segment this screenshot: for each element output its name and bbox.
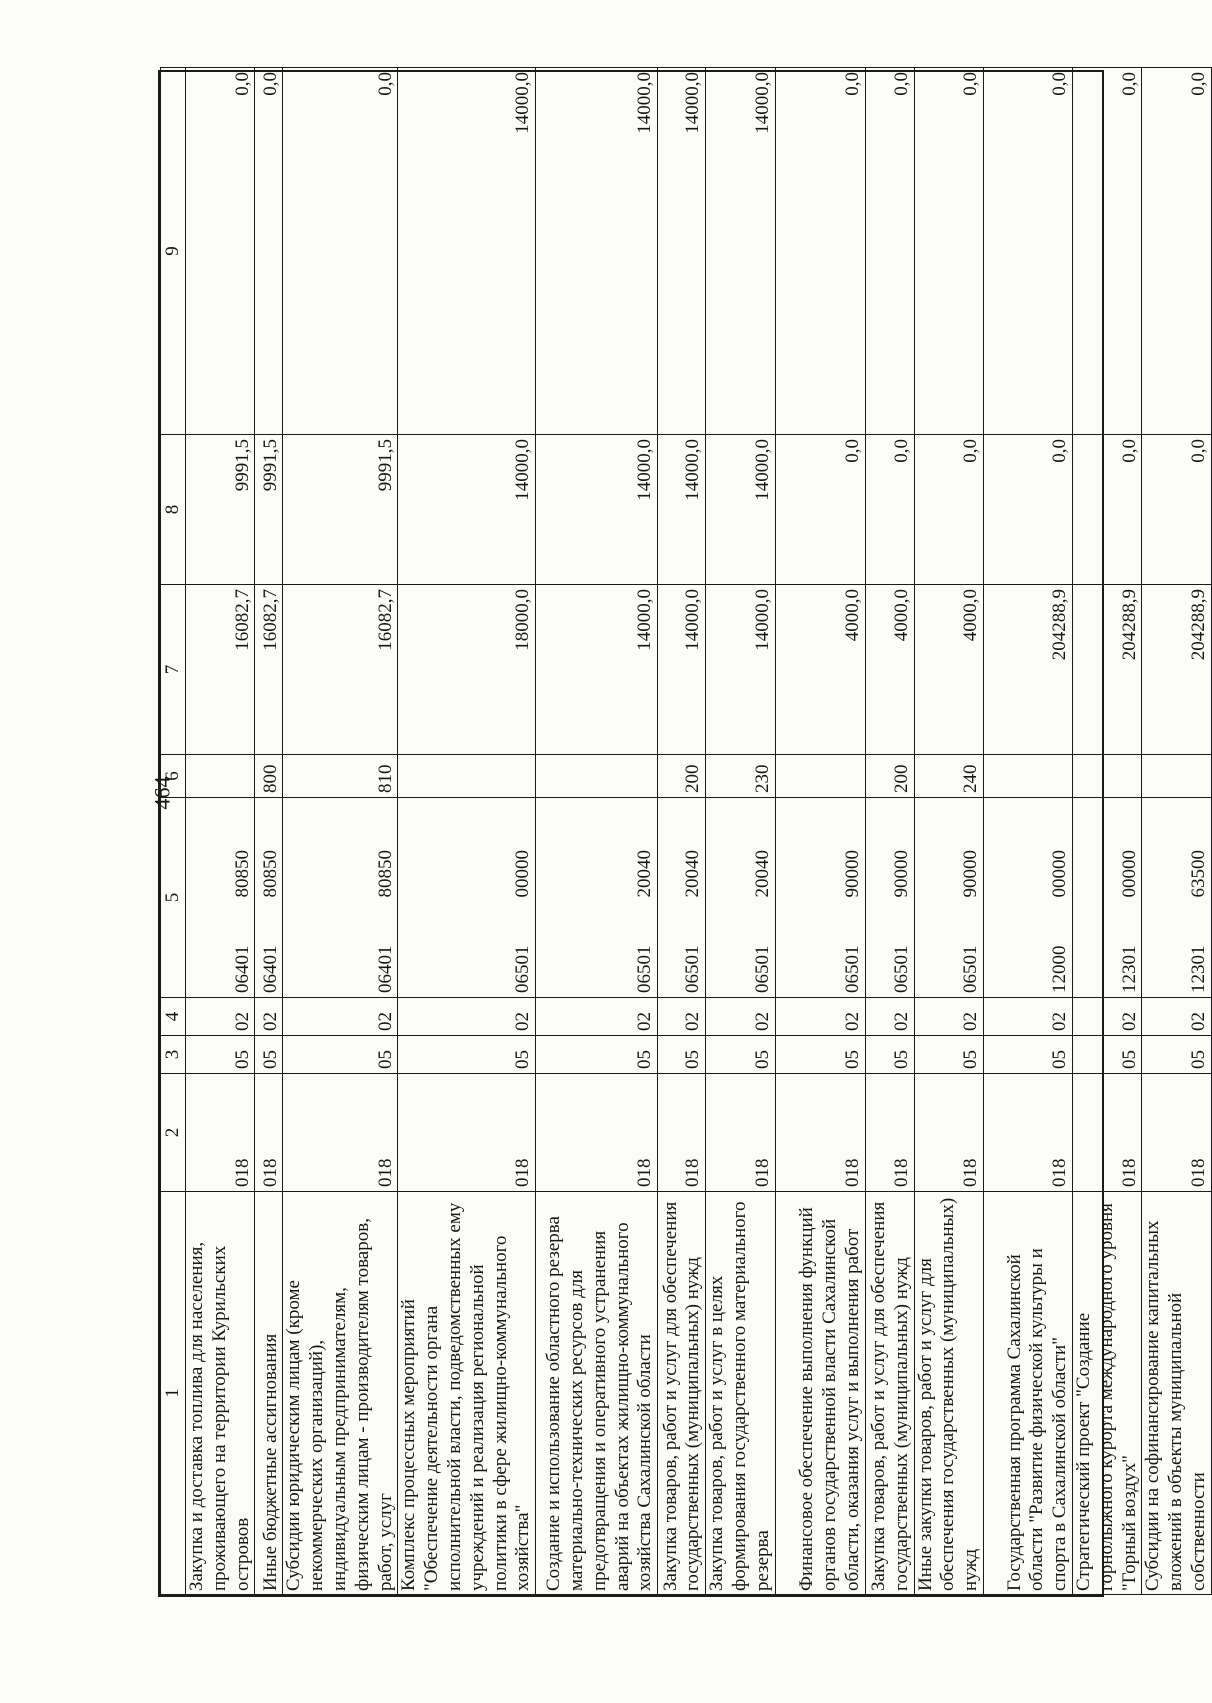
section-cell: 05	[1142, 1036, 1211, 1074]
table-row	[536, 68, 658, 1595]
table-row	[775, 68, 865, 1595]
amount-col9-cell: 0,0	[865, 68, 914, 435]
target-article-cell	[914, 798, 983, 998]
target-article-part1: 06401	[231, 945, 253, 993]
amount-col7-cell: 14000,0	[706, 585, 775, 755]
target-article-part1: 06501	[960, 945, 982, 993]
section-cell: 05	[658, 1036, 706, 1074]
amount-col8-cell: 14000,0	[398, 435, 536, 585]
target-article-part2: 90000	[841, 850, 863, 898]
admin-code-cell: 018	[865, 1074, 914, 1192]
target-article-cell	[706, 798, 775, 998]
amount-col7-cell: 16082,7	[283, 585, 398, 755]
target-article-part1: 06501	[890, 945, 912, 993]
target-article-part2: 80850	[259, 850, 281, 898]
admin-code-cell: 018	[398, 1074, 536, 1192]
table-row	[1072, 68, 1141, 1595]
table-row	[283, 68, 398, 1595]
header-cell: 6	[161, 755, 186, 798]
target-article-part2: 80850	[231, 850, 253, 898]
target-article-part2: 80850	[374, 850, 396, 898]
subsection-cell: 02	[536, 998, 658, 1036]
section-cell: 05	[1072, 1036, 1141, 1074]
target-article-cell	[186, 798, 255, 998]
subsection-cell: 02	[1072, 998, 1141, 1036]
amount-col8-cell: 0,0	[1072, 435, 1141, 585]
target-article-cell	[398, 798, 536, 998]
row-name-cell: Комплекс процессных мероприятий "Обеспечение деятельности органа исполнительной власти, подведомственных ему учреждений и реализация региональной политики в сфере жилищно-коммунального хозяйства"	[398, 1192, 536, 1595]
amount-col9-cell: 0,0	[186, 68, 255, 435]
amount-col8-cell: 0,0	[865, 435, 914, 585]
subsection-cell: 02	[914, 998, 983, 1036]
subsection-cell: 02	[255, 998, 283, 1036]
expense-type-cell: 810	[283, 755, 398, 798]
header-cell: 8	[161, 435, 186, 585]
target-article-cell	[283, 798, 398, 998]
admin-code-cell: 018	[1072, 1074, 1141, 1192]
section-cell: 05	[706, 1036, 775, 1074]
admin-code-cell: 018	[706, 1074, 775, 1192]
header-row	[161, 68, 186, 1595]
admin-code-cell: 018	[283, 1074, 398, 1192]
target-article-part2: 00000	[1118, 850, 1140, 898]
subsection-cell: 02	[1142, 998, 1211, 1036]
page-number: 464	[149, 776, 175, 810]
table-row	[865, 68, 914, 1595]
target-article-part1: 06501	[751, 945, 773, 993]
expense-type-cell	[1142, 755, 1211, 798]
target-article-part2: 63500	[1187, 850, 1209, 898]
amount-col9-cell: 14000,0	[706, 68, 775, 435]
admin-code-cell: 018	[186, 1074, 255, 1192]
row-name-cell: Иные закупки товаров, работ и услуг для обеспечения государственных (муниципальных) нужд	[914, 1192, 983, 1595]
amount-col7-cell: 204288,9	[1072, 585, 1141, 755]
amount-col9-cell: 0,0	[775, 68, 865, 435]
header-cell: 2	[161, 1074, 186, 1192]
amount-col8-cell: 0,0	[914, 435, 983, 585]
header-cell: 9	[161, 68, 186, 435]
header-cell: 4	[161, 998, 186, 1036]
row-name-cell: Создание и использование областного резерва материально-технических ресурсов для предотвращения и оперативного устранения аварий на объектах жилищно-коммунального хозяйства Сахалинской области	[536, 1192, 658, 1595]
expense-type-cell	[398, 755, 536, 798]
table-row	[706, 68, 775, 1595]
subsection-cell: 02	[983, 998, 1072, 1036]
expense-type-cell: 800	[255, 755, 283, 798]
target-article-cell	[1142, 798, 1211, 998]
budget-table	[160, 67, 1212, 1595]
target-article-part1: 12301	[1118, 945, 1140, 993]
expense-type-cell: 230	[706, 755, 775, 798]
section-cell: 05	[775, 1036, 865, 1074]
target-article-part1: 06501	[512, 945, 534, 993]
target-article-part1: 06501	[841, 945, 863, 993]
table-row	[1142, 68, 1211, 1595]
header-cell: 3	[161, 1036, 186, 1074]
subsection-cell: 02	[865, 998, 914, 1036]
amount-col8-cell: 9991,5	[283, 435, 398, 585]
target-article-part2: 20040	[751, 850, 773, 898]
section-cell: 05	[536, 1036, 658, 1074]
amount-col8-cell: 14000,0	[658, 435, 706, 585]
expense-type-cell	[1072, 755, 1141, 798]
row-name-cell: Закупка товаров, работ и услуг для обеспечения государственных (муниципальных) нужд	[658, 1192, 706, 1595]
subsection-cell: 02	[775, 998, 865, 1036]
section-cell: 05	[255, 1036, 283, 1074]
amount-col8-cell: 0,0	[1142, 435, 1211, 585]
section-cell: 05	[983, 1036, 1072, 1074]
header-cell: 5	[161, 798, 186, 998]
row-name-cell: Стратегический проект "Создание горнолыжного курорта международного уровня "Горный воздух"	[1072, 1192, 1141, 1595]
admin-code-cell: 018	[658, 1074, 706, 1192]
target-article-cell	[865, 798, 914, 998]
section-cell: 05	[914, 1036, 983, 1074]
amount-col9-cell: 14000,0	[658, 68, 706, 435]
amount-col7-cell: 204288,9	[983, 585, 1072, 755]
amount-col8-cell: 0,0	[775, 435, 865, 585]
target-article-part1: 12000	[1049, 945, 1071, 993]
section-cell: 05	[865, 1036, 914, 1074]
expense-type-cell: 240	[914, 755, 983, 798]
amount-col9-cell: 14000,0	[536, 68, 658, 435]
table-row	[983, 68, 1072, 1595]
table-row	[186, 68, 255, 1595]
target-article-part2: 00000	[512, 850, 534, 898]
row-name-cell: Субсидии на софинансирование капитальных вложений в объекты муниципальной собственности	[1142, 1192, 1211, 1595]
amount-col7-cell: 16082,7	[255, 585, 283, 755]
section-cell: 05	[283, 1036, 398, 1074]
row-name-cell: Финансовое обеспечение выполнения функций органов государственной власти Сахалинской области, оказания услуг и выполнения работ	[775, 1192, 865, 1595]
row-name-cell: Субсидии юридическим лицам (кроме некоммерческих организаций), индивидуальным предпринимателям, физическим лицам - производителям товаров, работ, услуг	[283, 1192, 398, 1595]
subsection-cell: 02	[658, 998, 706, 1036]
admin-code-cell: 018	[914, 1074, 983, 1192]
expense-type-cell	[983, 755, 1072, 798]
amount-col9-cell: 0,0	[283, 68, 398, 435]
admin-code-cell: 018	[1142, 1074, 1211, 1192]
subsection-cell: 02	[186, 998, 255, 1036]
amount-col7-cell: 4000,0	[914, 585, 983, 755]
target-article-cell	[1072, 798, 1141, 998]
amount-col9-cell: 0,0	[914, 68, 983, 435]
amount-col9-cell: 0,0	[255, 68, 283, 435]
amount-col7-cell: 4000,0	[775, 585, 865, 755]
amount-col8-cell: 0,0	[983, 435, 1072, 585]
amount-col7-cell: 18000,0	[398, 585, 536, 755]
subsection-cell: 02	[283, 998, 398, 1036]
target-article-part1: 06501	[682, 945, 704, 993]
target-article-cell	[775, 798, 865, 998]
section-cell: 05	[186, 1036, 255, 1074]
admin-code-cell: 018	[983, 1074, 1072, 1192]
row-name-cell: Государственная программа Сахалинской области "Развитие физической культуры и спорта в Сахалинской области"	[983, 1192, 1072, 1595]
amount-col8-cell: 14000,0	[536, 435, 658, 585]
amount-col9-cell: 0,0	[1142, 68, 1211, 435]
amount-col8-cell: 9991,5	[186, 435, 255, 585]
subsection-cell: 02	[706, 998, 775, 1036]
amount-col9-cell: 0,0	[983, 68, 1072, 435]
table-row	[658, 68, 706, 1595]
expense-type-cell: 200	[865, 755, 914, 798]
header-cell: 1	[161, 1192, 186, 1595]
target-article-part1: 06401	[259, 945, 281, 993]
header-cell: 7	[161, 585, 186, 755]
section-cell: 05	[398, 1036, 536, 1074]
target-article-part2: 90000	[890, 850, 912, 898]
expense-type-cell	[775, 755, 865, 798]
admin-code-cell: 018	[255, 1074, 283, 1192]
target-article-cell	[983, 798, 1072, 998]
expense-type-cell	[536, 755, 658, 798]
table-row	[398, 68, 536, 1595]
target-article-part2: 20040	[634, 850, 656, 898]
table-row	[255, 68, 283, 1595]
amount-col8-cell: 14000,0	[706, 435, 775, 585]
target-article-part1: 06401	[374, 945, 396, 993]
target-article-part2: 20040	[682, 850, 704, 898]
amount-col9-cell: 14000,0	[398, 68, 536, 435]
expense-type-cell: 200	[658, 755, 706, 798]
amount-col7-cell: 16082,7	[186, 585, 255, 755]
target-article-part2: 90000	[960, 850, 982, 898]
budget-table-container	[158, 70, 1209, 1597]
amount-col9-cell: 0,0	[1072, 68, 1141, 435]
subsection-cell: 02	[398, 998, 536, 1036]
target-article-part1: 12301	[1187, 945, 1209, 993]
row-name-cell: Закупка и доставка топлива для населения, проживающего на территории Курильских островов	[186, 1192, 255, 1595]
target-article-cell	[536, 798, 658, 998]
admin-code-cell: 018	[536, 1074, 658, 1192]
target-article-part1: 06501	[634, 945, 656, 993]
amount-col7-cell: 4000,0	[865, 585, 914, 755]
row-name-cell: Иные бюджетные ассигнования	[255, 1192, 283, 1595]
row-name-cell: Закупка товаров, работ и услуг в целях формирования государственного материального резерва	[706, 1192, 775, 1595]
admin-code-cell: 018	[775, 1074, 865, 1192]
amount-col7-cell: 14000,0	[658, 585, 706, 755]
amount-col8-cell: 9991,5	[255, 435, 283, 585]
target-article-cell	[255, 798, 283, 998]
row-name-cell: Закупка товаров, работ и услуг для обеспечения государственных (муниципальных) нужд	[865, 1192, 914, 1595]
target-article-part2: 00000	[1049, 850, 1071, 898]
expense-type-cell	[186, 755, 255, 798]
amount-col7-cell: 204288,9	[1142, 585, 1211, 755]
table-row	[914, 68, 983, 1595]
target-article-cell	[658, 798, 706, 998]
amount-col7-cell: 14000,0	[536, 585, 658, 755]
